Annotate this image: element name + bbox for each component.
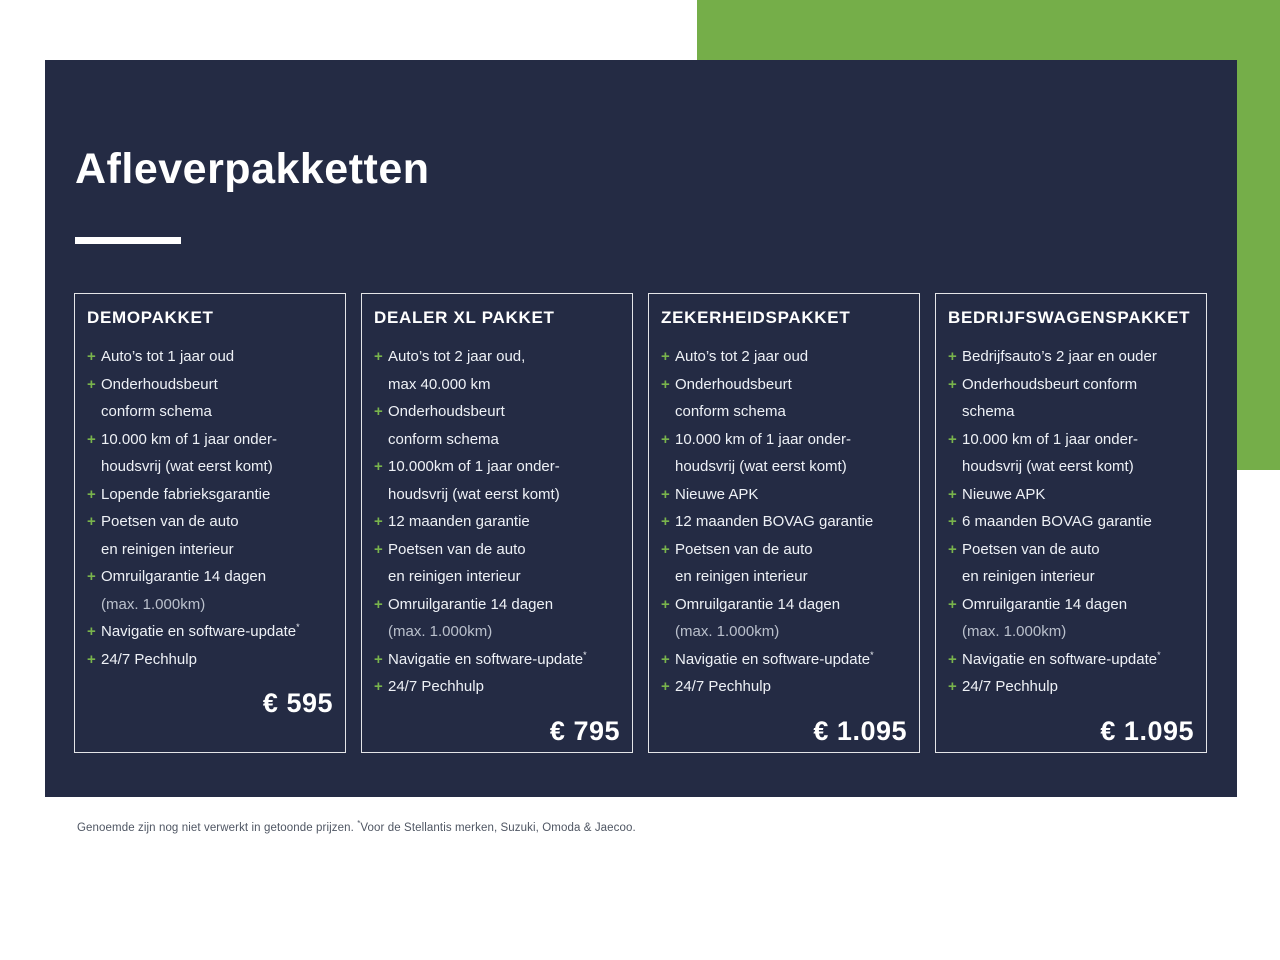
plus-icon: + xyxy=(661,430,670,448)
plus-icon: + xyxy=(374,458,383,475)
plus-icon: + xyxy=(374,513,383,530)
title-underline xyxy=(75,237,181,244)
feature-line xyxy=(661,343,907,371)
plus-icon: + xyxy=(661,678,670,695)
feature-line xyxy=(374,398,620,426)
package-price: € 1.095 xyxy=(813,715,907,746)
feature-line xyxy=(661,426,907,454)
plus-icon: + xyxy=(948,348,957,365)
feature-line-continuation xyxy=(661,563,907,591)
feature-text: Auto’s tot 2 jaar oud, xyxy=(388,348,526,365)
feature-text: 24/7 Pechhulp xyxy=(388,678,484,695)
feature-line-continuation xyxy=(661,618,907,646)
feature-text: Onderhoudsbeurt conform xyxy=(962,375,1138,393)
package-price: € 595 xyxy=(262,688,333,718)
feature-line xyxy=(87,481,333,509)
feature-asterisk: * xyxy=(583,649,587,660)
package-title: DEMOPAKKET xyxy=(87,308,214,327)
plus-icon: + xyxy=(87,348,96,365)
footnote-text-2: Voor de Stellantis merken, Suzuki, Omoda & Jaecoo. xyxy=(360,822,636,834)
feature-line xyxy=(661,646,907,674)
plus-icon: + xyxy=(374,403,383,420)
feature-text: 10.000km of 1 jaar onder- xyxy=(388,458,560,475)
feature-text: Omruilgarantie 14 dagen xyxy=(388,595,554,613)
feature-line xyxy=(661,508,907,536)
plus-icon: + xyxy=(661,540,670,558)
plus-icon: + xyxy=(87,623,96,640)
feature-line-continuation xyxy=(87,591,333,619)
feature-text: (max. 1.000km) xyxy=(962,623,1067,640)
package-title: BEDRIJFSWAGENSPAKKET xyxy=(948,308,1191,327)
feature-text: Bedrijfsauto’s 2 jaar en ouder xyxy=(962,348,1157,365)
feature-line-continuation xyxy=(374,618,620,646)
plus-icon: + xyxy=(87,375,96,393)
package-title: DEALER XL PAKKET xyxy=(374,308,555,327)
package-card xyxy=(935,293,1207,753)
feature-text: (max. 1.000km) xyxy=(388,623,493,640)
plus-icon: + xyxy=(948,678,957,695)
footnote-text-1: Genoemde zijn nog niet verwerkt in getoonde prijzen. xyxy=(77,822,358,834)
feature-line-continuation xyxy=(374,481,620,509)
feature-list xyxy=(374,343,620,701)
feature-line-continuation xyxy=(661,453,907,481)
feature-line xyxy=(374,591,620,619)
feature-text: houdsvrij (wat eerst komt) xyxy=(101,458,273,475)
plus-icon: + xyxy=(661,348,670,365)
plus-icon: + xyxy=(87,568,96,585)
plus-icon: + xyxy=(948,540,957,558)
feature-line xyxy=(374,673,620,701)
feature-line xyxy=(661,591,907,619)
feature-line-continuation xyxy=(374,563,620,591)
feature-line-continuation xyxy=(948,618,1194,646)
feature-line xyxy=(374,646,620,674)
plus-icon: + xyxy=(948,650,957,668)
feature-text: 24/7 Pechhulp xyxy=(101,650,197,668)
feature-text: en reinigen interieur xyxy=(101,540,234,558)
feature-line-continuation xyxy=(87,398,333,426)
feature-text: houdsvrij (wat eerst komt) xyxy=(962,458,1134,475)
feature-text: 12 maanden garantie xyxy=(388,513,530,530)
plus-icon: + xyxy=(87,485,96,503)
feature-line xyxy=(374,343,620,371)
feature-line-continuation xyxy=(87,536,333,564)
feature-text: Poetsen van de auto xyxy=(675,540,813,558)
plus-icon: + xyxy=(948,513,957,530)
feature-list xyxy=(661,343,907,701)
feature-line-continuation xyxy=(661,398,907,426)
feature-list xyxy=(948,343,1194,701)
plus-icon: + xyxy=(948,430,957,448)
feature-text: Navigatie en software-update* xyxy=(675,649,874,668)
package-title: ZEKERHEIDSPAKKET xyxy=(661,308,851,327)
plus-icon: + xyxy=(948,595,957,613)
feature-text: Navigatie en software-update* xyxy=(101,622,300,640)
feature-text: Omruilgarantie 14 dagen xyxy=(675,595,841,613)
package-price: € 1.095 xyxy=(1100,715,1194,746)
feature-line xyxy=(948,371,1194,399)
feature-line xyxy=(87,508,333,536)
feature-line-continuation xyxy=(948,398,1194,426)
feature-text: conform schema xyxy=(101,403,212,420)
plus-icon: + xyxy=(374,650,383,668)
plus-icon: + xyxy=(374,348,383,365)
feature-text: Poetsen van de auto xyxy=(388,540,526,558)
feature-line xyxy=(87,371,333,399)
plus-icon: + xyxy=(374,540,383,558)
feature-asterisk: * xyxy=(1157,649,1161,660)
feature-line xyxy=(661,481,907,509)
package-price: € 795 xyxy=(549,715,620,746)
feature-text: Navigatie en software-update* xyxy=(388,649,587,668)
feature-text: 10.000 km of 1 jaar onder- xyxy=(101,430,277,448)
feature-line xyxy=(374,536,620,564)
plus-icon: + xyxy=(87,650,96,668)
feature-line xyxy=(948,536,1194,564)
plus-icon: + xyxy=(374,595,383,613)
page-title: Afleverpakketten xyxy=(75,145,430,193)
feature-line xyxy=(948,508,1194,536)
feature-line-continuation xyxy=(948,453,1194,481)
feature-line-continuation xyxy=(87,453,333,481)
feature-line-continuation xyxy=(374,426,620,454)
feature-line xyxy=(948,673,1194,701)
feature-text: Poetsen van de auto xyxy=(962,540,1100,558)
feature-text: houdsvrij (wat eerst komt) xyxy=(675,458,847,475)
feature-asterisk: * xyxy=(296,622,300,632)
feature-text: Omruilgarantie 14 dagen xyxy=(101,568,267,585)
feature-text: Navigatie en software-update* xyxy=(962,649,1161,668)
plus-icon: + xyxy=(661,595,670,613)
plus-icon: + xyxy=(661,513,670,530)
feature-text: Nieuwe APK xyxy=(962,485,1046,503)
feature-line xyxy=(661,673,907,701)
feature-line xyxy=(87,343,333,371)
plus-icon: + xyxy=(948,375,957,393)
feature-text: 12 maanden BOVAG garantie xyxy=(675,513,874,530)
feature-text: schema xyxy=(962,403,1015,420)
feature-text: Omruilgarantie 14 dagen xyxy=(962,595,1128,613)
plus-icon: + xyxy=(948,485,957,503)
feature-text: en reinigen interieur xyxy=(962,568,1095,585)
feature-line-continuation xyxy=(374,371,620,399)
feature-text: en reinigen interieur xyxy=(388,568,521,585)
feature-text: 10.000 km of 1 jaar onder- xyxy=(675,430,851,448)
plus-icon: + xyxy=(374,678,383,695)
feature-line xyxy=(87,563,333,591)
feature-line xyxy=(374,453,620,481)
feature-asterisk: * xyxy=(870,649,874,660)
feature-text: Onderhoudsbeurt xyxy=(675,375,792,393)
package-card xyxy=(74,293,346,753)
feature-line xyxy=(374,508,620,536)
feature-text: Poetsen van de auto xyxy=(101,513,239,530)
feature-text: en reinigen interieur xyxy=(675,568,808,585)
feature-text: 10.000 km of 1 jaar onder- xyxy=(962,430,1138,448)
package-card xyxy=(361,293,633,753)
feature-text: Lopende fabrieksgarantie xyxy=(101,485,271,503)
feature-text: houdsvrij (wat eerst komt) xyxy=(388,485,560,503)
plus-icon: + xyxy=(661,375,670,393)
feature-text: 24/7 Pechhulp xyxy=(962,678,1058,695)
feature-text: (max. 1.000km) xyxy=(675,623,780,640)
plus-icon: + xyxy=(661,650,670,668)
footnote-asterisk: * xyxy=(357,819,361,829)
feature-text: Auto’s tot 2 jaar oud xyxy=(675,348,809,365)
feature-text: Auto’s tot 1 jaar oud xyxy=(101,348,235,365)
feature-line xyxy=(948,591,1194,619)
feature-text: max 40.000 km xyxy=(388,375,491,393)
package-cards xyxy=(74,293,1207,753)
footnote xyxy=(77,819,636,834)
feature-text: conform schema xyxy=(388,430,499,448)
feature-text: Onderhoudsbeurt xyxy=(101,375,218,393)
feature-line xyxy=(948,481,1194,509)
feature-list xyxy=(87,343,333,673)
feature-line xyxy=(661,536,907,564)
package-card xyxy=(648,293,920,753)
feature-line xyxy=(661,371,907,399)
feature-line xyxy=(87,646,333,674)
plus-icon: + xyxy=(87,430,96,448)
feature-line xyxy=(87,426,333,454)
feature-text: Onderhoudsbeurt xyxy=(388,403,505,420)
feature-line-continuation xyxy=(948,563,1194,591)
plus-icon: + xyxy=(661,485,670,503)
content-panel xyxy=(45,60,1237,797)
feature-text: conform schema xyxy=(675,403,786,420)
feature-text: 24/7 Pechhulp xyxy=(675,678,771,695)
feature-line xyxy=(948,426,1194,454)
feature-text: Nieuwe APK xyxy=(675,485,759,503)
feature-line xyxy=(87,618,333,646)
plus-icon: + xyxy=(87,513,96,530)
feature-text: 6 maanden BOVAG garantie xyxy=(962,513,1152,530)
feature-line xyxy=(948,343,1194,371)
feature-text: (max. 1.000km) xyxy=(101,595,206,613)
feature-line xyxy=(948,646,1194,674)
